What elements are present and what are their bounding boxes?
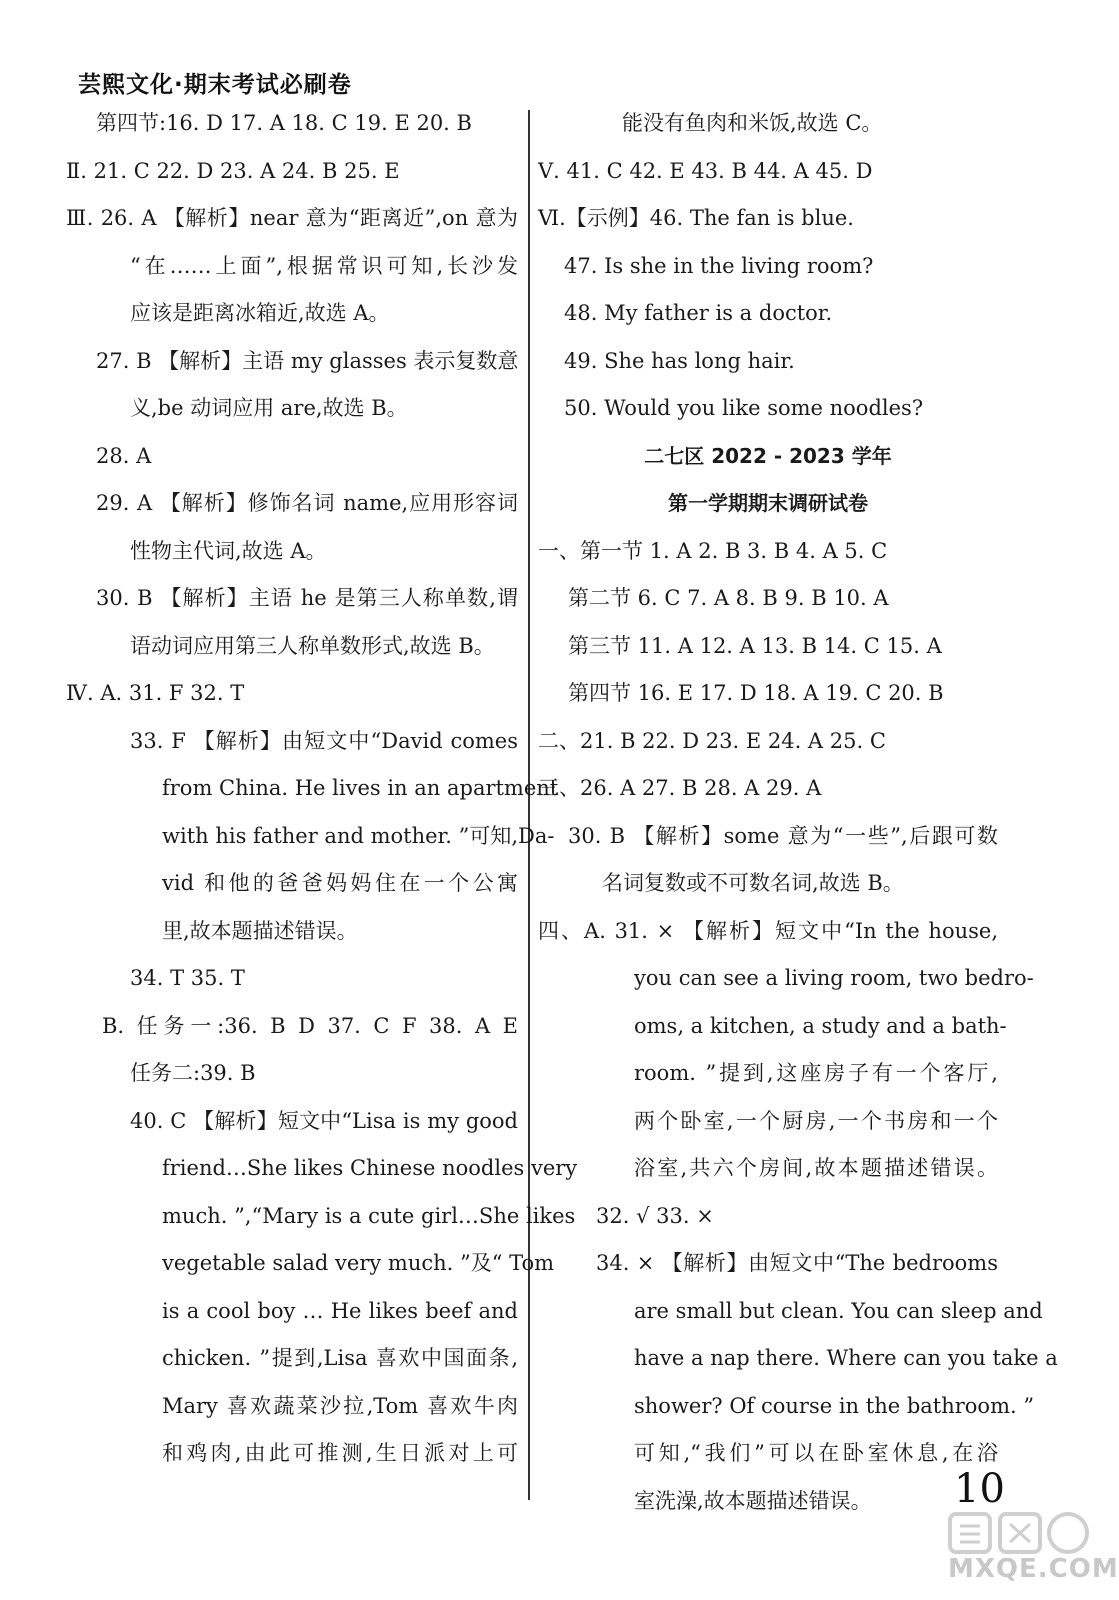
watermark [946,1510,1119,1590]
left-column-line: vegetable salad very much. ”及“ Tom [162,1251,555,1275]
left-column-line: 第四节:16. D 17. A 18. C 19. E 20. B [96,111,472,135]
left-column-line: Ⅳ. A. 31. F 32. T [66,681,245,705]
right-column-line: Ⅴ. 41. C 42. E 43. B 44. A 45. D [538,158,873,183]
left-column-line: from China. He lives in an apartment [162,776,559,800]
left-column-line: 29. A 【解析】修饰名词 name,应用形容词 [96,491,518,515]
left-column-line: B. 任务一:36. B D 37. C F 38. A E [102,1013,518,1038]
right-column-line: 48. My father is a doctor. [564,301,833,325]
left-column-line: 应该是距离冰箱近,故选 A。 [130,301,390,325]
watermark-text: MXQE.COM [948,1554,1119,1584]
left-column-line: Mary 喜欢蔬菜沙拉,Tom 喜欢牛肉 [162,1393,518,1418]
left-column-line: 40. C 【解析】短文中“Lisa is my good [130,1108,518,1133]
right-column-line: 能没有鱼肉和米饭,故选 C。 [622,111,883,135]
left-column-line: 里,故本题描述错误。 [162,918,358,943]
left-column-line: “在……上面”,根据常识可知,长沙发 [130,253,518,278]
right-column-line: 30. B 【解析】some 意为“一些”,后跟可数 [568,823,998,848]
right-column-line: 可知,“我们”可以在卧室休息,在浴 [634,1441,998,1465]
left-column-line: 任务二:39. B [130,1061,256,1085]
right-column-line: 二、21. B 22. D 23. E 24. A 25. C [538,728,886,753]
left-column-line: Ⅲ. 26. A 【解析】near 意为“距离近”,on 意为 [66,206,518,230]
watermark-logo-icon [946,1510,1096,1556]
left-column-line: chicken. ”提到,Lisa 喜欢中国面条, [162,1346,518,1370]
right-column-line: 32. √ 33. × [596,1203,714,1228]
left-column-line: 34. T 35. T [130,966,245,990]
right-column-line: 47. Is she in the living room? [564,253,874,278]
right-column-line: 室洗澡,故本题描述错误。 [634,1488,872,1513]
left-column-line: friend…She likes Chinese noodles very [162,1156,578,1180]
right-column-line: 50. Would you like some noodles? [564,396,924,420]
right-column-line: shower? Of course in the bathroom. ” [634,1393,1035,1418]
right-column-line: 四、A. 31. × 【解析】短文中“In the house, [538,918,998,943]
page-number: 10 [954,1466,1005,1512]
right-column-line: 49. She has long hair. [564,348,795,373]
left-column-line: much. ”,“Mary is a cute girl…She likes [162,1203,576,1228]
left-column-line: Ⅱ. 21. C 22. D 23. A 24. B 25. E [66,158,400,183]
right-column-line: 浴室,共六个房间,故本题描述错误。 [634,1156,998,1180]
left-column-line: 和鸡肉,由此可推测,生日派对上可 [162,1441,518,1465]
right-column [538,100,1058,1525]
right-column-line: 第二节 6. C 7. A 8. B 9. B 10. A [568,586,889,610]
right-column-line: 第四节 16. E 17. D 18. A 19. C 20. B [568,681,944,705]
right-column-line: 34. × 【解析】由短文中“The bedrooms [596,1251,998,1275]
left-column-line: 27. B 【解析】主语 my glasses 表示复数意 [96,348,519,373]
right-column-line: 两个卧室,一个厨房,一个书房和一个 [634,1108,998,1133]
left-column-line: 义,be 动词应用 are,故选 B。 [130,396,408,420]
right-column-line: 第一学期期末调研试卷 [668,491,868,515]
left-column-line: vid 和他的爸爸妈妈住在一个公寓 [162,871,518,895]
right-column-line: 三、26. A 27. B 28. A 29. A [538,776,822,800]
left-column-line: is a cool boy … He likes beef and [162,1298,518,1323]
right-column-line: 二七区 2022 - 2023 学年 [644,443,892,468]
left-column-line: 33. F 【解析】由短文中“David comes [130,728,518,753]
left-column [66,100,578,1478]
right-column-line: have a nap there. Where can you take a [634,1346,1058,1370]
left-column-line: 语动词应用第三人称单数形式,故选 B。 [130,633,495,658]
right-column-line: 一、第一节 1. A 2. B 3. B 4. A 5. C [538,538,888,563]
left-column-line: 28. A [96,443,152,468]
right-column-line: 第三节 11. A 12. A 13. B 14. C 15. A [568,633,942,658]
right-column-line: you can see a living room, two bedro- [634,966,1034,990]
right-column-line: room. ”提到,这座房子有一个客厅, [634,1061,998,1085]
left-column-line: 性物主代词,故选 A。 [130,538,327,563]
right-column-line: 名词复数或不可数名词,故选 B。 [602,871,904,895]
right-column-line: Ⅵ.【示例】46. The fan is blue. [538,206,854,230]
page-header-title: 芸熙文化·期末考试必刷卷 [78,72,352,98]
left-column-line: 30. B 【解析】主语 he 是第三人称单数,谓 [96,586,518,610]
right-column-line: are small but clean. You can sleep and [634,1298,1043,1323]
right-column-line: oms, a kitchen, a study and a bath- [634,1013,1007,1038]
left-column-line: with his father and mother. ”可知,Da- [162,823,555,848]
